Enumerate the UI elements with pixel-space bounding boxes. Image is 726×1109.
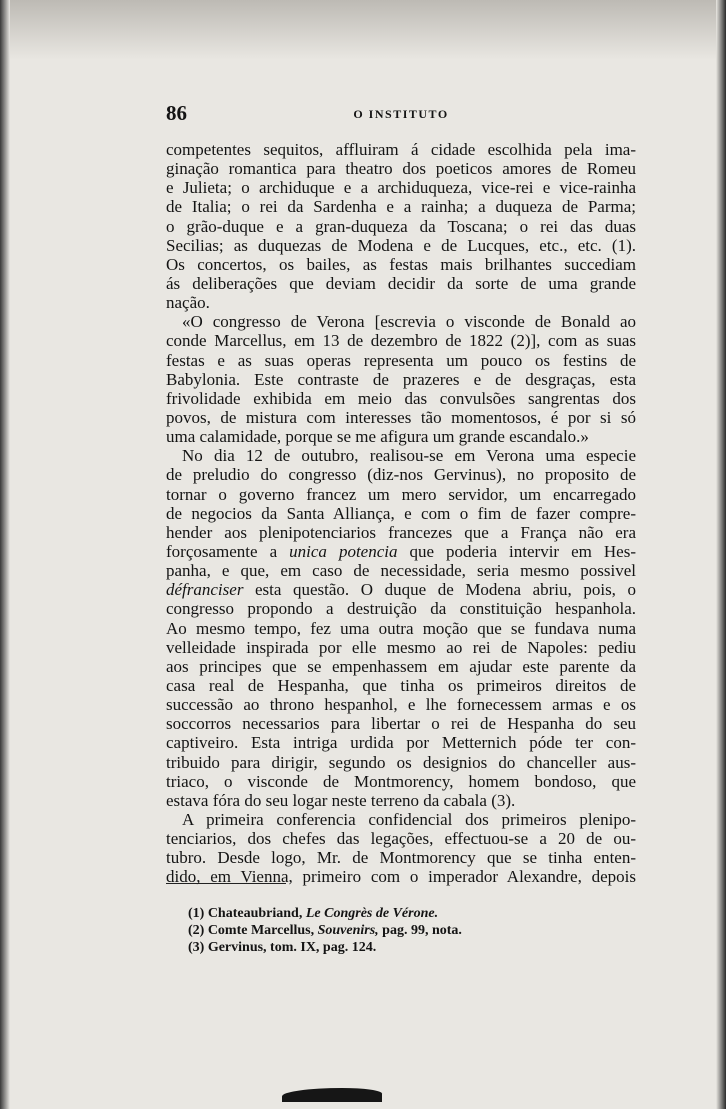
- text-line: tubro. Desde logo, Mr. de Montmorency que se tinha enten-: [166, 848, 636, 868]
- text-line: aos principes que se empenhassem em ajudar este parente da: [166, 656, 636, 676]
- text-line: de preludio do congresso (diz-nos Gervinus), no proposito de: [166, 465, 636, 485]
- text-line-text: forçosamente a: [166, 541, 290, 561]
- text-line: triaco, o visconde de Montmorency, homem bondoso, que: [166, 771, 636, 791]
- footnote-rule: [166, 883, 286, 884]
- text-line: congresso propondo a destruição da constituição hespanhola.: [166, 599, 636, 619]
- footnote-text: (3) Gervinus, tom. IX, pag. 124.: [188, 940, 377, 955]
- scan-smudge: [282, 1088, 382, 1102]
- text-line: Babylonia. Este contraste de prazeres e de desgraças, esta: [166, 369, 636, 389]
- text-line-text-after: que poderia intervir em Hes-: [397, 541, 636, 561]
- text-line: Os concertos, os bailes, as festas mais brilhantes succediam: [166, 254, 636, 274]
- body-text: [166, 140, 636, 886]
- page-header: [166, 101, 636, 123]
- text-line: soccorros necessarios para libertar o rei de Hespanha do seu: [166, 714, 636, 734]
- page-number: 86: [166, 101, 187, 125]
- text-line: panha, e que, em caso de necessidade, seria mesmo possivel: [166, 561, 636, 581]
- text-line: tribuido para dirigir, segundo os designios do chanceller aus-: [166, 752, 636, 772]
- text-line: festas e as suas operas representa um pouco os festins de: [166, 350, 636, 370]
- text-line: «O congresso de Verona [escrevia o visconde de Bonald ao: [182, 312, 636, 332]
- text-line: ginação romantica para theatro dos poeticos amores de Romeu: [166, 159, 636, 179]
- footnote: [188, 939, 628, 956]
- text-line: No dia 12 de outubro, realisou-se em Verona uma especie: [182, 446, 636, 466]
- text-line: A primeira conferencia confidencial dos primeiros plenipo-: [182, 809, 636, 829]
- text-line: [166, 580, 636, 599]
- scan-shadow-top: [0, 0, 726, 60]
- footnotes: [188, 905, 628, 956]
- footnote-italic: Souvenirs,: [317, 923, 379, 938]
- text-line: [166, 542, 636, 561]
- running-title: O INSTITUTO: [353, 107, 449, 121]
- footnote: [188, 905, 628, 922]
- text-line-text-after: esta questão. O duque de Modena abriu, pois, o: [243, 580, 636, 600]
- text-line: e Julieta; o archiduque e a archiduqueza, vice-rei e vice-rainha: [166, 178, 636, 198]
- text-line: ás deliberações que deviam decidir da sorte de uma grande: [166, 273, 636, 293]
- text-line-italic: défranciser: [166, 580, 244, 600]
- text-line: o grão-duque e a gran-duqueza da Toscana; o rei das duas: [166, 216, 636, 236]
- text-line: conde Marcellus, em 13 de dezembro de 1822 (2)], com as suas: [166, 331, 636, 351]
- text-line: Secilias; as duquezas de Modena e de Lucques, etc., etc. (1).: [166, 235, 636, 255]
- footnote-text: (1) Chateaubriand,: [188, 906, 306, 921]
- scan-shadow-left: [0, 0, 10, 1109]
- text-line: povos, de mistura com interesses tão momentosos, é por si só: [166, 407, 636, 427]
- text-line: competentes sequitos, affluiram á cidade escolhida pela ima-: [166, 140, 636, 159]
- text-line: de negocios da Santa Alliança, e com o fim de fazer compre-: [166, 503, 636, 523]
- text-line: nação.: [166, 293, 210, 313]
- text-line: uma calamidade, porque se me afigura um grande escandalo.»: [166, 427, 589, 447]
- text-line-italic: unica potencia: [289, 541, 398, 561]
- text-line: dido, em Vienna, primeiro com o imperador Alexandre, depois: [166, 867, 636, 887]
- text-line: casa real de Hespanha, que tinha os primeiros direitos de: [166, 675, 636, 695]
- footnote: [188, 922, 628, 939]
- footnote-text-after: pag. 99, nota.: [378, 923, 462, 938]
- text-line: frivolidade exhibida em meio das convulsões sangrentas dos: [166, 388, 636, 408]
- text-line: captiveiro. Esta intriga urdida por Metternich póde ter con-: [166, 733, 636, 753]
- text-line: successão ao throno hespanhol, e lhe fornecessem armas e os: [166, 695, 636, 715]
- text-line: de Italia; o rei da Sardenha e a rainha; a duqueza de Parma;: [166, 197, 636, 217]
- text-line: tornar o governo francez um mero servidor, um encarregado: [166, 484, 636, 504]
- footnote-text: (2) Comte Marcellus,: [188, 923, 318, 938]
- text-line: velleidade inspirada por elle mesmo ao rei de Napoles: pediu: [166, 637, 636, 657]
- text-line: hender aos plenipotenciarios francezes que a França não era: [166, 522, 636, 542]
- scan-shadow-right: [716, 0, 726, 1109]
- footnote-italic: Le Congrès de Vérone.: [305, 906, 439, 921]
- text-line: Ao mesmo tempo, fez uma outra moção que se fundava numa: [166, 618, 636, 638]
- text-line: tenciarios, dos chefes das legações, effectuou-se a 20 de ou-: [166, 829, 636, 849]
- text-line: estava fóra do seu logar neste terreno da cabala (3).: [166, 790, 516, 810]
